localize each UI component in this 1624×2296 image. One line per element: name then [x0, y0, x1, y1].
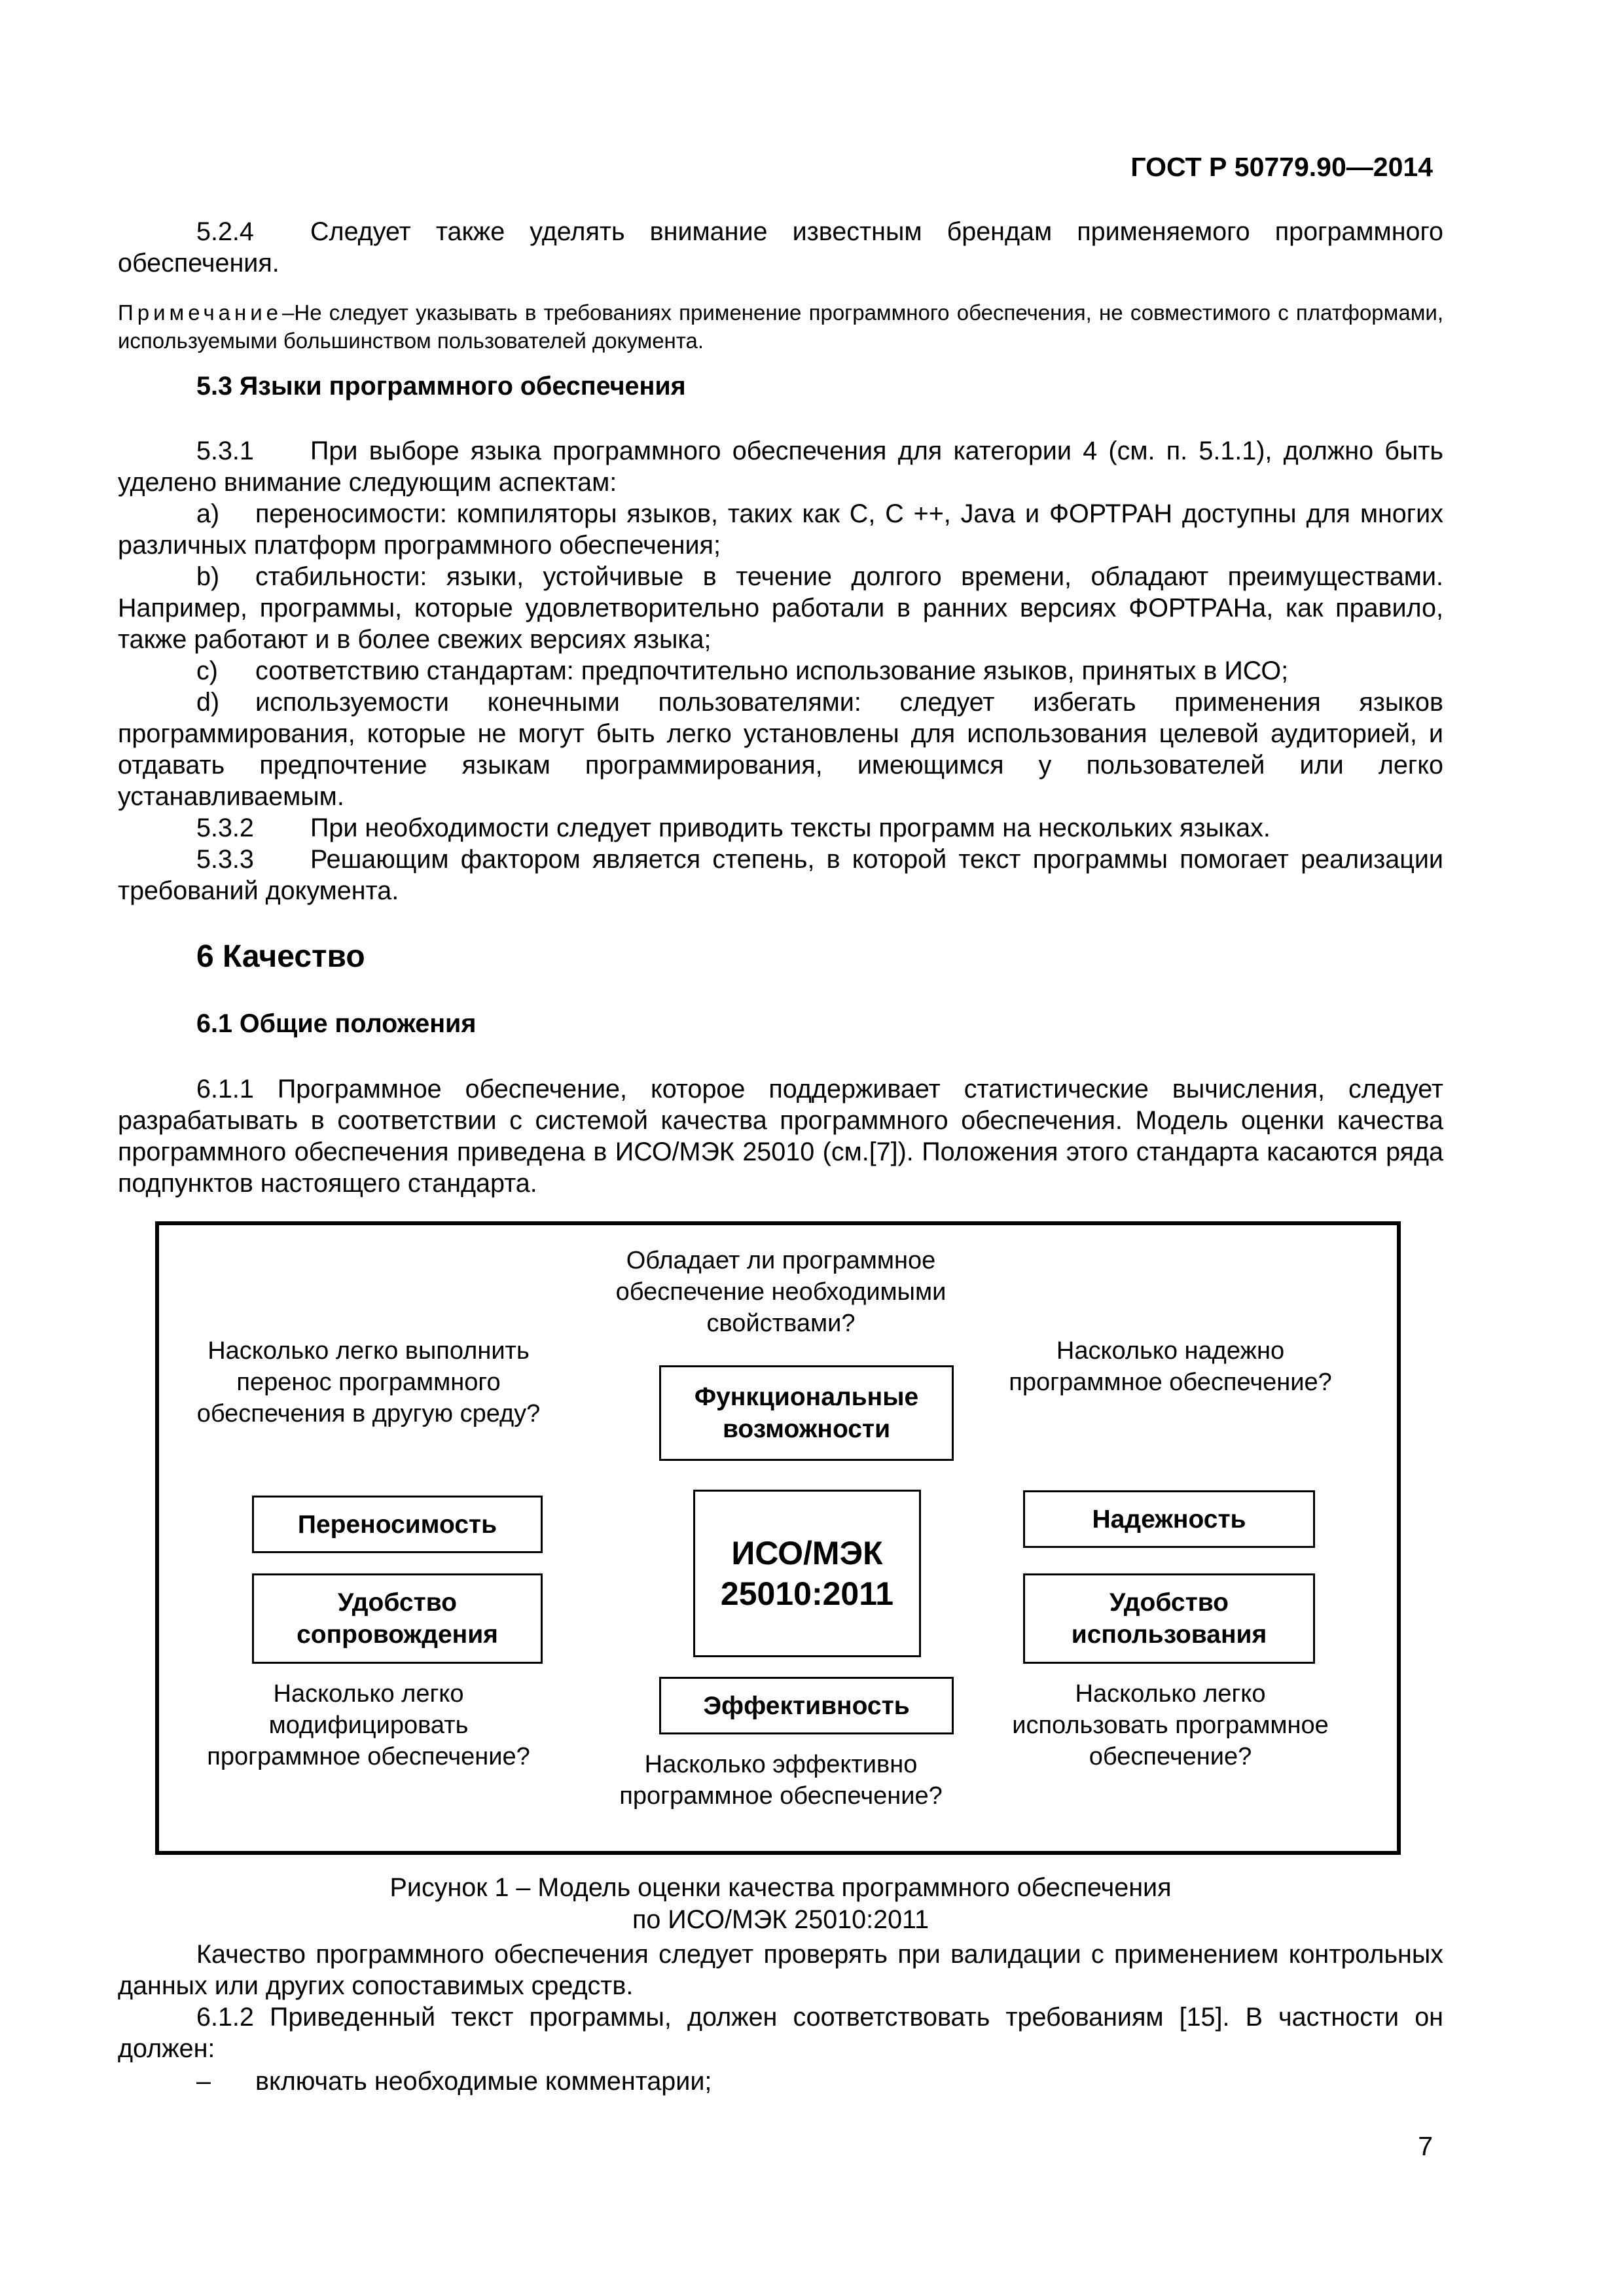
- question-line: обеспечение?: [1089, 1743, 1252, 1770]
- box-line: использования: [1071, 1621, 1267, 1649]
- box-line: Удобство: [337, 1588, 458, 1617]
- clause-text: При выборе языка программного обеспечения для категории 4 (см. п. 5.1.1), должно быть уделено внимание следующим аспектам:: [118, 437, 1443, 497]
- question-line: использовать программное: [1012, 1712, 1329, 1739]
- clause-number: 5.2.4: [196, 217, 254, 246]
- section-6-1-title: 6.1 Общие положения: [196, 1009, 477, 1038]
- section-6-title: 6 Качество: [196, 939, 365, 974]
- page-number: 7: [1418, 2131, 1433, 2161]
- list-item-d: [118, 687, 1443, 812]
- box-efficiency: [659, 1677, 954, 1734]
- box-portability: [252, 1496, 543, 1553]
- box-line: ИСО/МЭК: [731, 1535, 883, 1571]
- question-efficiency: [591, 1749, 971, 1812]
- quality-paragraph: Качество программного обеспечения следует проверять при валидации с применением контрольных данных или других сопоставимых средств.: [118, 1940, 1443, 2000]
- box-line: Удобство: [1109, 1588, 1229, 1617]
- list-item-comments: [196, 2067, 712, 2096]
- list-text: переносимости: компиляторы языков, таких как C, C ++, Java и ФОРТРАН доступны для многих различных платформ программного обеспечения;: [118, 499, 1443, 560]
- note-dash: –: [282, 300, 295, 325]
- list-text: соответствию стандартам: предпочтительно использование языков, принятых в ИСО;: [255, 656, 1289, 685]
- question-line: обеспечение необходимыми: [615, 1278, 947, 1306]
- box-usability: [1023, 1573, 1315, 1664]
- caption-line: Рисунок 1 – Модель оценки качества программного обеспечения: [389, 1873, 1172, 1902]
- clause-number: 5.3.3: [196, 845, 254, 874]
- list-label: b): [196, 562, 220, 591]
- note-text: Не следует указывать в требованиях применение программного обеспечения, не совместимого с платформами, используемыми большинством пользователей документа.: [118, 300, 1443, 353]
- list-text: стабильности: языки, устойчивые в течение долгого времени, обладают преимуществами. Например, программы, которые удовлетворительно работали в ранних версиях ФОРТРАНа, как правило, также работают и в более свежих версиях языка;: [118, 562, 1443, 654]
- box-line: сопровождения: [297, 1621, 498, 1649]
- clause-number: 5.3.1: [196, 437, 254, 465]
- list-dash: –: [196, 2067, 211, 2096]
- question-line: Насколько легко: [273, 1680, 464, 1708]
- box-line: Переносимость: [297, 1510, 497, 1539]
- box-line: 25010:2011: [720, 1575, 894, 1612]
- question-line: Насколько легко: [1075, 1680, 1266, 1708]
- box-line: возможности: [722, 1415, 891, 1443]
- list-item-b: [118, 561, 1443, 655]
- note-label: Примечание: [118, 300, 283, 325]
- list-label: c): [196, 656, 218, 685]
- figure-caption: [118, 1872, 1443, 1936]
- list-text: включать необходимые комментарии;: [255, 2067, 712, 2096]
- list-item-a: [118, 498, 1443, 561]
- figure-frame: [155, 1221, 1401, 1855]
- clause-text: Решающим фактором является степень, в которой текст программы помогает реализации требований документа.: [118, 845, 1443, 905]
- question-line: программное обеспечение?: [207, 1743, 530, 1770]
- question-line: Насколько эффективно: [644, 1751, 918, 1778]
- list-label: a): [196, 499, 220, 528]
- box-reliability: [1023, 1490, 1315, 1548]
- box-maintainability: [252, 1573, 543, 1664]
- question-line: модифицировать: [268, 1712, 469, 1739]
- clause-5-3-1: [118, 435, 1443, 498]
- question-line: Насколько надежно: [1056, 1337, 1285, 1365]
- question-reliability: [974, 1335, 1367, 1398]
- box-line: Функциональные: [694, 1383, 919, 1411]
- question-functional: [591, 1245, 971, 1339]
- question-line: программное обеспечение?: [619, 1782, 943, 1810]
- question-line: программное обеспечение?: [1009, 1369, 1332, 1396]
- clause-5-3-2: [118, 812, 1443, 844]
- box-line: Эффективность: [703, 1691, 910, 1720]
- clause-5-2-4: [118, 216, 1443, 279]
- document-code: ГОСТ Р 50779.90—2014: [1130, 152, 1433, 182]
- question-line: Обладает ли программное: [626, 1247, 936, 1274]
- list-label: d): [196, 688, 220, 717]
- clause-5-3-3: [118, 844, 1443, 906]
- list-item-c: [118, 655, 1443, 687]
- clause-6-1-2: 6.1.2 Приведенный текст программы, должен соответствовать требованиям [15]. В частности он должен:: [118, 2003, 1443, 2063]
- question-usability: [974, 1678, 1367, 1772]
- box-line: Надежность: [1092, 1505, 1246, 1534]
- clause-number: 5.3.2: [196, 814, 254, 842]
- question-line: Насколько легко выполнить: [208, 1337, 530, 1365]
- box-functional-suitability: [659, 1365, 954, 1461]
- caption-line: по ИСО/МЭК 25010:2011: [632, 1905, 929, 1934]
- question-line: обеспечения в другую среду?: [196, 1400, 541, 1427]
- clause-text: При необходимости следует приводить тексты программ на нескольких языках.: [310, 814, 1271, 842]
- question-maintainability: [179, 1678, 558, 1772]
- section-5-3-title: 5.3 Языки программного обеспечения: [196, 372, 686, 401]
- clause-text: Следует также уделять внимание известным брендам применяемого программного обеспечения.: [118, 217, 1443, 278]
- box-iso-standard: [693, 1490, 921, 1657]
- note: [118, 298, 1443, 355]
- question-line: свойствами?: [706, 1310, 856, 1337]
- list-text: используемости конечными пользователями: следует избегать применения языков программирования, которые не могут быть легко установлены для использования целевой аудиторией, и отдавать предпочтение языкам программирования, имеющимся у пользователей или легко устанавливаемым.: [118, 688, 1443, 811]
- clause-6-1-1: 6.1.1 Программное обеспечение, которое поддерживает статистические вычисления, следует разрабатывать в соответствии с системой качества программного обеспечения. Модель оценки качества программного обеспечения приведена в ИСО/МЭК 25010 (см.[7]). Положения этого стандарта касаются ряда подпунктов настоящего стандарта.: [118, 1075, 1443, 1198]
- question-portability: [179, 1335, 558, 1429]
- question-line: перенос программного: [236, 1369, 501, 1396]
